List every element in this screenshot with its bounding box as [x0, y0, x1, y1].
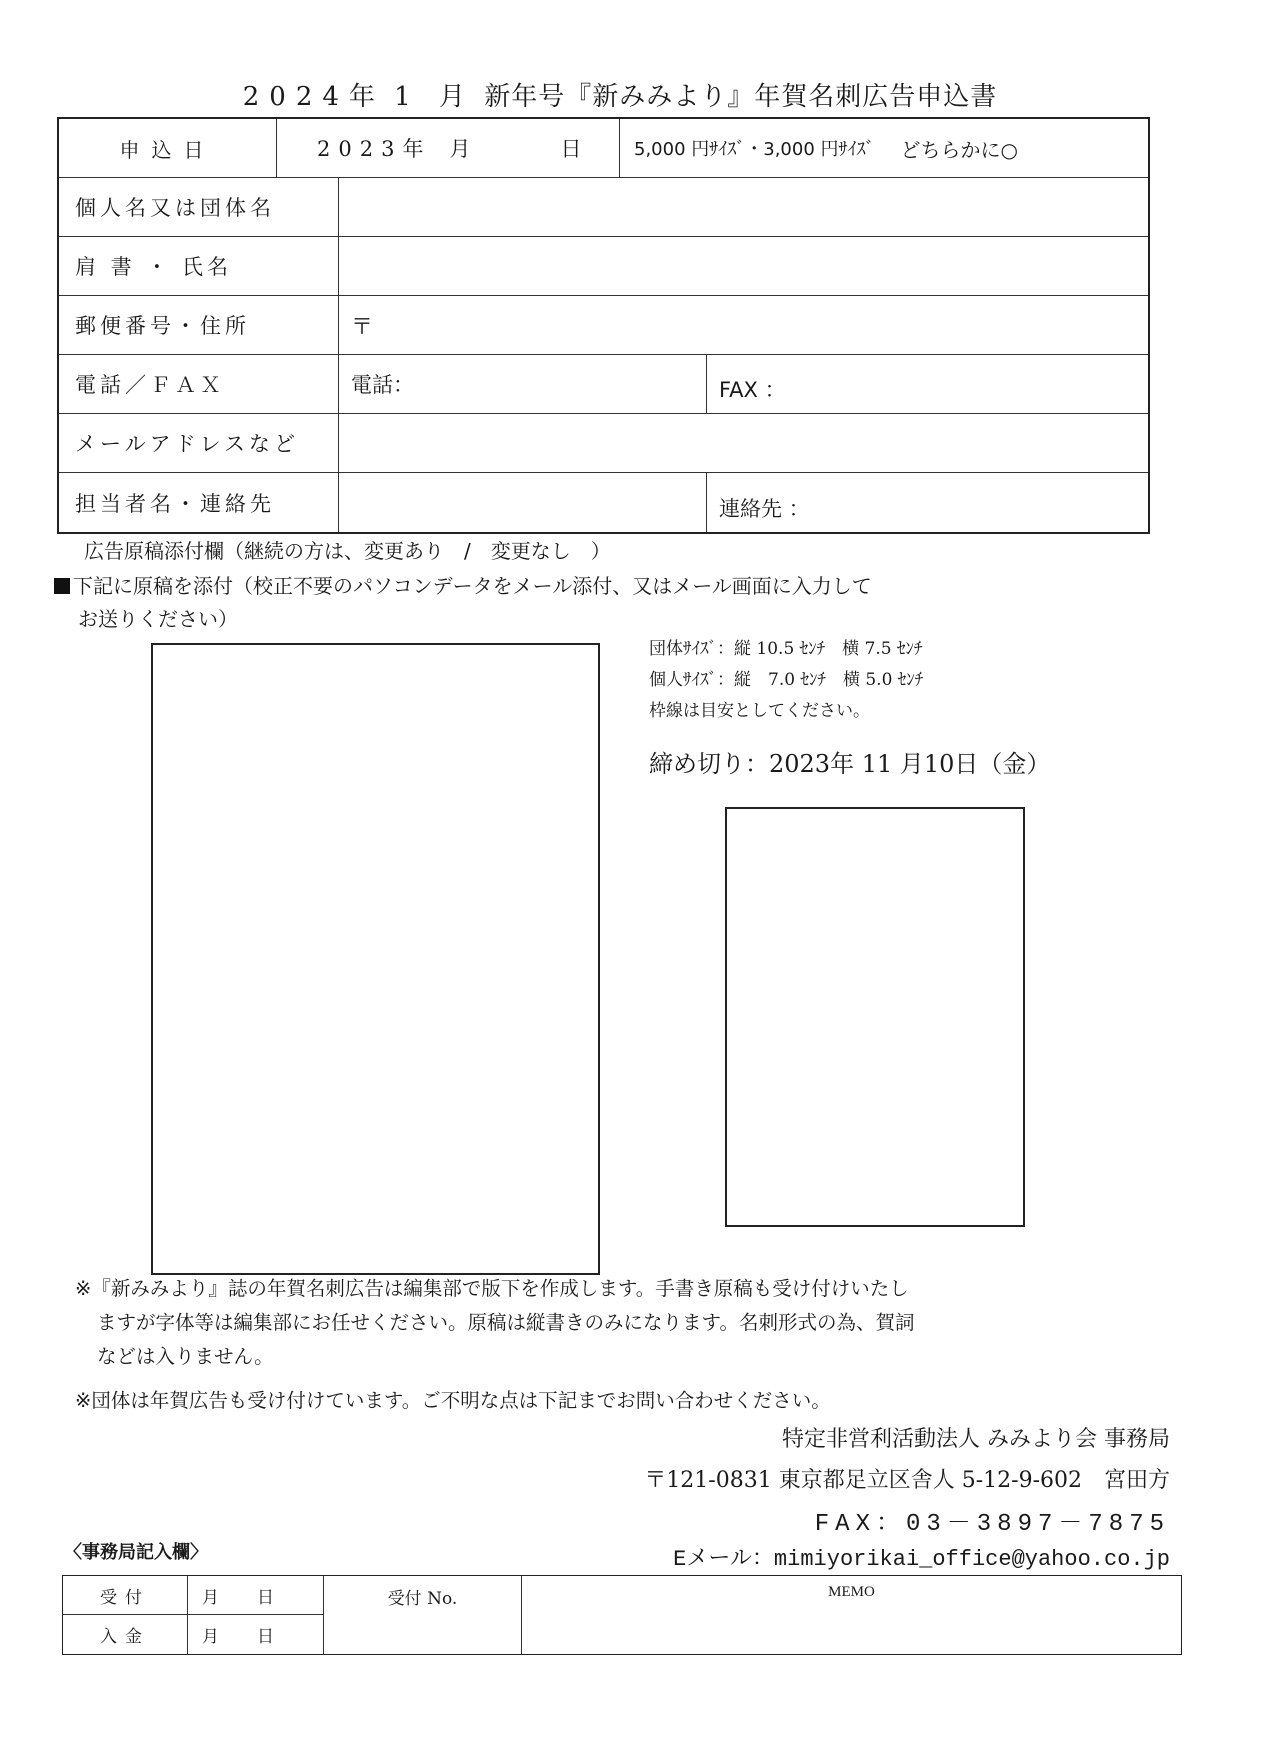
application-year: 2023年 [317, 137, 432, 161]
email-field[interactable] [339, 414, 1148, 472]
address-field[interactable]: 〒 [351, 314, 374, 340]
email-row [59, 414, 1148, 473]
contact-person-field[interactable] [339, 473, 707, 532]
deadline-text: 締め切り：2023年 11 月10日（金） [649, 750, 1051, 778]
payment-month-label: 月 [202, 1627, 219, 1647]
black-square-bullet-icon [54, 578, 70, 594]
title-name-field[interactable] [339, 237, 1148, 295]
application-date-row [59, 119, 1148, 178]
group-size-text: 団体ｻｲｽﾞ：縦 10.5 ｾﾝﾁ 横 7.5 ｾﾝﾁ [649, 639, 923, 659]
note1-line3: などは入りません。 [97, 1345, 274, 1368]
name-row [59, 178, 1148, 237]
name-field[interactable] [339, 178, 1148, 236]
contact-email: Eメール：mimiyorikai_office@yahoo.co.jp [673, 1547, 1170, 1572]
phone-fax-row [59, 355, 1148, 414]
email-label: メールアドレスなど [59, 414, 339, 472]
receipt-number-label: 受付 No. [387, 1589, 458, 1609]
received-date-field[interactable] [188, 1576, 324, 1615]
contact-info-label: 連絡先 ： [719, 496, 810, 521]
individual-size-text: 個人ｻｲｽﾞ：縦 7.0 ｾﾝﾁ 横 5.0 ｾﾝﾁ [649, 670, 924, 690]
group-size-ad-box[interactable] [151, 643, 600, 1275]
choose-one-note: どちらかに○ [900, 137, 1018, 162]
received-day-label: 日 [257, 1587, 274, 1608]
application-form-table [57, 117, 1150, 534]
attachment-heading: 広告原稿添付欄（継続の方は、変更あり / 変更なし ） [84, 539, 611, 563]
address-row [59, 296, 1148, 355]
received-month-label: 月 [202, 1587, 219, 1608]
instruction-line1: 下記に原稿を添付（校正不要のパソコンデータをメール添付、又はメール画面に入力して [73, 574, 872, 598]
contact-fax: FAX：03－3897－7875 [814, 1511, 1170, 1538]
office-use-table [62, 1575, 1182, 1655]
title-month: 1 月 [394, 82, 475, 112]
contact-info-field[interactable] [707, 473, 1148, 532]
office-use-heading: 〈事務局記入欄〉 [64, 1542, 208, 1563]
receipt-number-field[interactable] [324, 1576, 522, 1654]
phone-field[interactable] [339, 355, 707, 413]
memo-label: MEMO [828, 1584, 875, 1600]
payment-label: 入金 [63, 1615, 188, 1654]
note-1 [75, 1272, 914, 1374]
contact-person-label: 担当者名・連絡先 [59, 473, 339, 532]
fax-label: FAX ： [719, 378, 786, 402]
attachment-instruction [54, 570, 872, 599]
size-info [649, 634, 923, 727]
phone-label: 電話： [351, 373, 414, 397]
size-options: 5,000 円ｻｲｽﾞ・3,000 円ｻｲｽﾞ [634, 139, 875, 160]
received-label: 受付 [63, 1576, 188, 1615]
phone-fax-label: 電話／ＦＡＸ [59, 355, 339, 413]
contact-organization: 特定非営利活動法人 みみより会 事務局 [782, 1427, 1170, 1452]
note1-line1: ※『新みみより』誌の年賀名刺広告は編集部で版下を作成します。手書き原稿も受け付けいたし [75, 1277, 909, 1300]
title-year: 2024年 [242, 82, 385, 112]
title-name-row [59, 237, 1148, 296]
instruction-line2: お送りください） [78, 607, 238, 631]
note-2: ※団体は年賀広告も受け付けています。ご不明な点は下記までお問い合わせください。 [75, 1389, 831, 1412]
form-title [0, 76, 1240, 113]
fax-field[interactable] [707, 355, 1148, 413]
application-month-label: 月 [449, 137, 471, 161]
title-text: 新年号『新みみより』年賀名刺広告申込書 [484, 82, 998, 112]
application-date-label: 申込日 [59, 119, 277, 177]
payment-date-field[interactable] [188, 1615, 324, 1654]
application-date-field[interactable] [277, 119, 620, 177]
size-option-field[interactable] [620, 119, 1148, 177]
contact-address: 〒121-0831 東京都足立区舎人 5-12-9-602 宮田方 [644, 1468, 1170, 1493]
note1-line2: ますが字体等は編集部にお任せください。原稿は縦書きのみになります。名刺形式の為、賀詞 [97, 1311, 915, 1334]
title-name-label: 肩 書 ・ 氏名 [59, 237, 339, 295]
application-day-label: 日 [560, 137, 582, 161]
individual-size-ad-box[interactable] [725, 807, 1025, 1227]
name-label: 個人名又は団体名 [59, 178, 339, 236]
payment-day-label: 日 [257, 1627, 274, 1647]
frame-note-text: 枠線は目安としてください。 [649, 701, 870, 721]
address-label: 郵便番号・住所 [59, 296, 339, 354]
memo-field[interactable] [522, 1576, 1181, 1654]
contact-person-row [59, 473, 1148, 532]
